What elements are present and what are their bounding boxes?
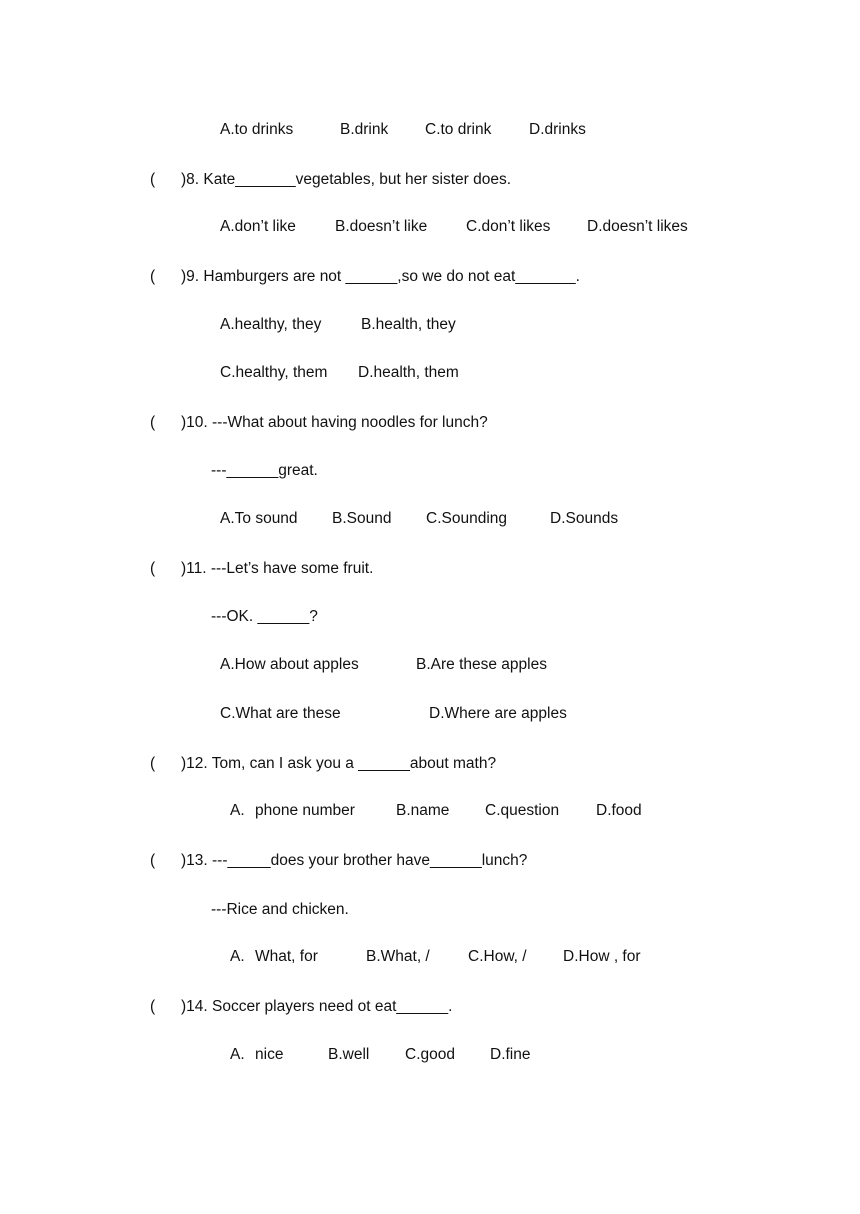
q12-option-b: B.name bbox=[396, 802, 450, 819]
q13-option-b: B.What, / bbox=[366, 948, 430, 965]
q11-option-b: B.Are these apples bbox=[416, 656, 547, 673]
q12-option-d: D.food bbox=[596, 802, 642, 819]
q13-reply: ---Rice and chicken. bbox=[211, 901, 349, 918]
q9-option-b: B.health, they bbox=[361, 316, 456, 333]
q14-option-b: B.well bbox=[328, 1046, 370, 1063]
q13-option-d: D.How , for bbox=[563, 948, 641, 965]
q12-stem: )12. Tom, can I ask you a ______about math? bbox=[181, 755, 497, 772]
q14-stem: )14. Soccer players need ot eat______. bbox=[181, 998, 453, 1015]
q13-option-a: What, for bbox=[255, 948, 318, 965]
q12-option-c: C.question bbox=[485, 802, 560, 819]
q14-option-c: C.good bbox=[405, 1046, 455, 1063]
q10-option-b: B.Sound bbox=[332, 510, 392, 527]
q11-option-a: A.How about apples bbox=[220, 656, 359, 673]
q8-option-c: C.don’t likes bbox=[466, 218, 551, 235]
q12-answer-bracket: ( bbox=[150, 755, 156, 772]
q10-option-d: D.Sounds bbox=[550, 510, 619, 527]
q14-option-a: nice bbox=[255, 1046, 284, 1063]
q9-answer-bracket: ( bbox=[150, 268, 156, 285]
q12-option-a-letter: A. bbox=[230, 802, 245, 819]
q10-option-a: A.To sound bbox=[220, 510, 298, 527]
q10-answer-bracket: ( bbox=[150, 414, 156, 431]
q8-stem: )8. Kate_______vegetables, but her sister does. bbox=[181, 171, 512, 188]
q13-answer-bracket: ( bbox=[150, 852, 156, 869]
q11-option-d: D.Where are apples bbox=[429, 705, 567, 722]
q13-option-a-letter: A. bbox=[230, 948, 245, 965]
q9-stem: )9. Hamburgers are not ______,so we do not eat_______. bbox=[181, 268, 580, 285]
q9-option-a: A.healthy, they bbox=[220, 316, 322, 333]
q14-option-a-letter: A. bbox=[230, 1046, 245, 1063]
q14-option-d: D.fine bbox=[490, 1046, 531, 1063]
q10-option-c: C.Sounding bbox=[426, 510, 508, 527]
q11-stem: )11. ---Let’s have some fruit. bbox=[181, 560, 374, 577]
q10-reply: ---______great. bbox=[211, 462, 318, 479]
q11-answer-bracket: ( bbox=[150, 560, 156, 577]
q14-answer-bracket: ( bbox=[150, 998, 156, 1015]
q8-answer-bracket: ( bbox=[150, 171, 156, 188]
q8-option-b: B.doesn’t like bbox=[335, 218, 428, 235]
q13-option-c: C.How, / bbox=[468, 948, 527, 965]
q7-option-b: B.drink bbox=[340, 121, 389, 138]
q9-option-d: D.health, them bbox=[358, 364, 459, 381]
q12-option-a: phone number bbox=[255, 802, 355, 819]
q11-option-c: C.What are these bbox=[220, 705, 341, 722]
q8-option-d: D.doesn’t likes bbox=[587, 218, 688, 235]
q7-option-c: C.to drink bbox=[425, 121, 492, 138]
q7-option-d: D.drinks bbox=[529, 121, 586, 138]
q7-option-a: A.to drinks bbox=[220, 121, 294, 138]
q11-reply: ---OK. ______? bbox=[211, 608, 318, 625]
q10-stem: )10. ---What about having noodles for lunch? bbox=[181, 414, 488, 431]
q13-stem: )13. ---_____does your brother have______lunch? bbox=[181, 852, 528, 869]
q8-option-a: A.don’t like bbox=[220, 218, 296, 235]
q9-option-c: C.healthy, them bbox=[220, 364, 328, 381]
